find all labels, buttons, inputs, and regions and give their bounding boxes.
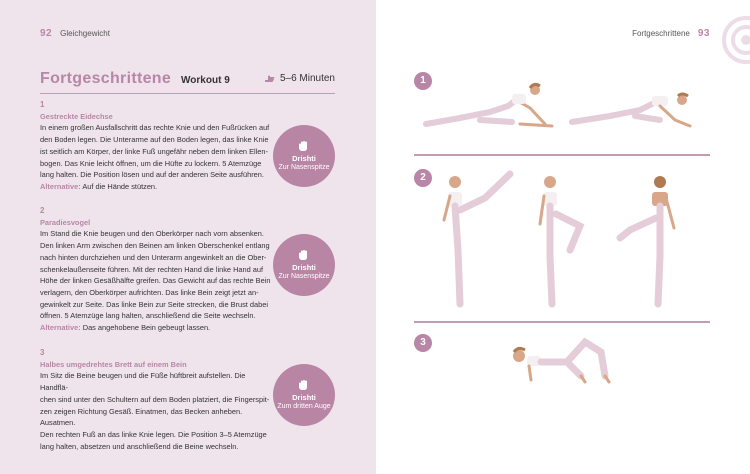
exercise-line: den Boden legen. Die Unterarme auf den Boden legen, das linke Knie [40, 135, 269, 145]
drishti-focus: Zur Nasenspitze [278, 164, 330, 171]
workout-label: Workout 9 [181, 75, 230, 86]
exercise-name: Paradiesvogel [40, 217, 91, 227]
hand-icon [297, 379, 311, 391]
drishti-badge [273, 234, 335, 296]
exercise-name: Halbes umgedrehtes Brett auf einem Bein [40, 359, 187, 369]
page-title: Fortgeschrittene [40, 70, 172, 87]
exercise-line: zen zeigen Richtung Gesäß. Einatmen, das Becken anheben. Ausatmen. [40, 406, 243, 428]
right-chapter-title: Fortgeschrittene [632, 29, 690, 38]
exercise-line: bogen. Das Knie leicht öffnen, um die Hüfte zu lockern. 5 Atemzüge [40, 158, 262, 168]
left-chapter-title: Gleichgewicht [60, 29, 110, 38]
drishti-focus: Zur Nasenspitze [278, 273, 330, 280]
alternative-label: Alternative: [40, 181, 81, 191]
exercise-number: 1 [40, 100, 45, 109]
bird-of-paradise-photo [430, 170, 710, 310]
duration-text: 5–6 Minuten [279, 73, 335, 84]
exercise-line: In einem großen Ausfallschritt das rechte Knie und den Fußrücken auf [40, 123, 270, 133]
step-divider [414, 321, 710, 323]
hand-icon [264, 74, 276, 83]
step-divider [414, 154, 710, 156]
hand-icon [297, 249, 311, 261]
exercise-line: gewinkelt zur Seite. Das linke Bein zur Seite strecken, die Brust dabei [40, 299, 268, 309]
left-page-number: 92 [40, 28, 53, 39]
hand-icon [297, 140, 311, 152]
drishti-badge [273, 125, 335, 187]
exercise-line: Den linken Arm zwischen den Beinen am linken Oberschenkel entlang [40, 241, 270, 251]
alternative-label: Alternative: [40, 323, 81, 333]
workout-title-row [40, 70, 335, 94]
reverse-plank-photo [505, 336, 625, 386]
step-number-1: 1 [414, 72, 432, 90]
duration [264, 73, 335, 84]
exercise-line: nach hinten durchziehen und den Unterarm angewinkelt an die Ober- [40, 252, 267, 262]
exercise-line: verlagern, den Oberkörper aufrichten. Das linke Bein zeigt jetzt an- [40, 287, 259, 297]
drishti-badge [273, 364, 335, 426]
exercise-line: chen sind unter den Schultern auf dem Boden platziert, die Fingerspit- [40, 394, 270, 404]
exercise-line: Im Stand die Knie beugen und den Oberkörper nach vorn absenken. [40, 229, 264, 239]
alternative-line [40, 181, 272, 193]
decorative-rings-icon [697, 14, 750, 66]
exercise-number: 3 [40, 348, 45, 357]
exercise-name: Gestreckte Eidechse [40, 111, 113, 121]
step-number-3: 3 [414, 334, 432, 352]
left-running-head [40, 28, 110, 39]
exercise-line: ist seitlich am Körper, der linke Fuß ungefähr neben dem linken Ellen- [40, 146, 268, 156]
exercise-3 [40, 347, 272, 452]
exercise-2 [40, 205, 272, 334]
drishti-focus: Zum dritten Auge [277, 403, 331, 410]
exercise-line: lang halten. Die Position lösen und auf der anderen Seite ausführen. [40, 170, 264, 180]
exercise-line: schenkelaußenseite führen. Mit der rechten Hand die linke Hand auf [40, 264, 264, 274]
exercise-number: 2 [40, 206, 45, 215]
exercise-line: Den rechten Fuß an das linke Knie legen. Die Position 3–5 Atemzüge [40, 429, 267, 439]
exercise-line: öffnen. 5 Atemzüge lang halten, anschließend die Seite wechseln. [40, 311, 256, 321]
alternative-line [40, 322, 272, 334]
lizard-pose-photo [420, 76, 720, 136]
exercise-line: Im Sitz die Beine beugen und die Füße hüftbreit aufstellen. Die Handflä- [40, 371, 246, 393]
alternative-text: Das angehobene Bein gebeugt lassen. [80, 323, 211, 333]
step-number-2: 2 [414, 169, 432, 187]
right-page-number: 93 [697, 28, 710, 39]
drishti-title: Drishti [292, 154, 316, 163]
exercise-1 [40, 99, 272, 193]
drishti-title: Drishti [292, 263, 316, 272]
exercise-line: Höhe der linken Gesäßhälfte greifen. Das Gewicht auf das rechte Bein [40, 276, 271, 286]
right-running-head [632, 28, 710, 39]
exercise-line: lang halten, absetzen und anschließend die Beine wechseln. [40, 441, 239, 451]
drishti-title: Drishti [292, 393, 316, 402]
alternative-text: Auf die Hände stützen. [80, 181, 158, 191]
